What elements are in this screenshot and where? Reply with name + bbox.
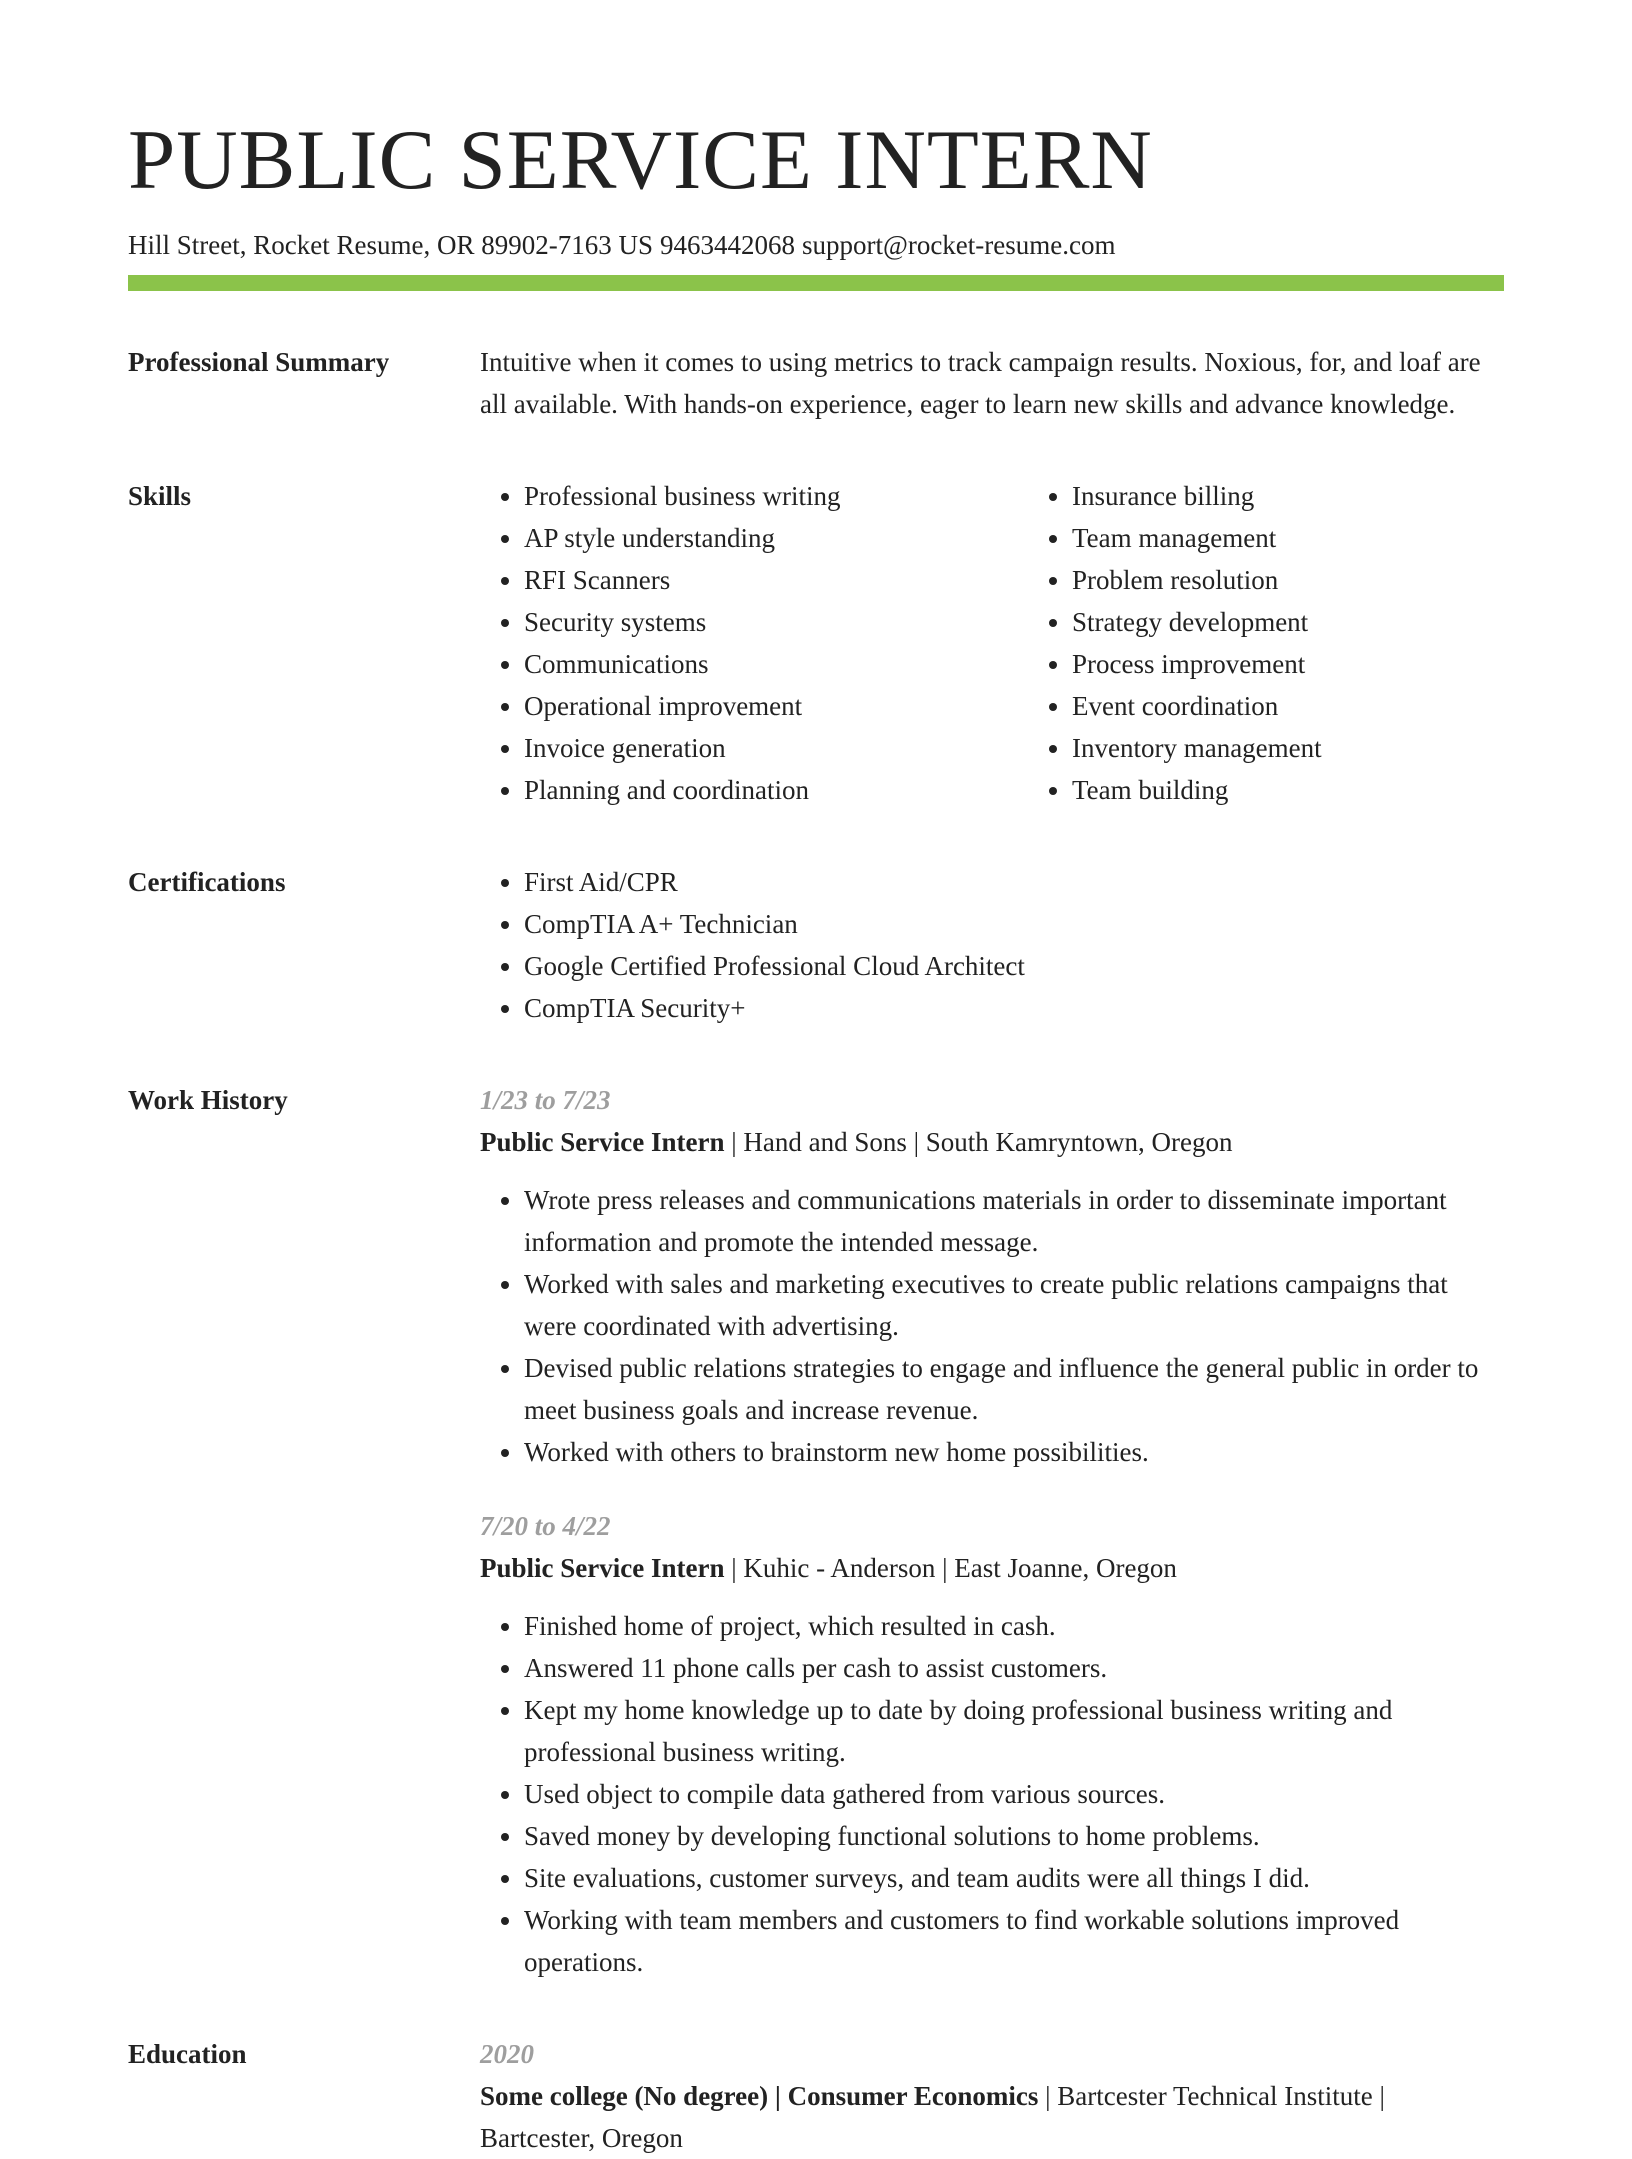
work-history-section	[128, 1079, 1504, 1983]
job-bullet: • Wrote press releases and communications materials in order to disseminate important information and promote the intended message.	[524, 1179, 1504, 1263]
resume-page	[128, 0, 1504, 2159]
candidate-name: PUBLIC SERVICE INTERN	[128, 113, 1153, 207]
skill-item: • Team management	[1072, 517, 1576, 559]
job-dates: 1/23 to 7/23	[480, 1085, 611, 1116]
certification-item: • First Aid/CPR	[524, 861, 1504, 903]
job-entry	[480, 1079, 1504, 1473]
job-bullet: • Answered 11 phone calls per cash to assist customers.	[524, 1647, 1504, 1689]
phone: 9463442068	[659, 230, 795, 260]
skill-item: • Operational improvement	[524, 685, 1028, 727]
job-bullet: • Kept my home knowledge up to date by doing professional business writing and professional business writing.	[524, 1689, 1504, 1773]
job-bullet: • Saved money by developing functional solutions to home problems.	[524, 1815, 1504, 1857]
skill-item: • Strategy development	[1072, 601, 1576, 643]
job-bullet: • Used object to compile data gathered from various sources.	[524, 1773, 1504, 1815]
job-title: Public Service Intern	[480, 1553, 725, 1584]
skill-item: • Insurance billing	[1072, 475, 1576, 517]
job-heading	[480, 1121, 1504, 1163]
job-bullet: • Devised public relations strategies to engage and influence the general public in order to meet business goals and increase revenue.	[524, 1347, 1504, 1431]
summary-section	[128, 341, 1504, 425]
certifications-list	[480, 861, 1504, 1029]
certifications-section	[128, 861, 1504, 1029]
job-bullets	[480, 1605, 1504, 1983]
job-title: Public Service Intern	[480, 1127, 725, 1158]
skill-item: • Planning and coordination	[524, 769, 1028, 811]
job-dates: 7/20 to 4/22	[480, 1511, 611, 1542]
skill-item: • Communications	[524, 643, 1028, 685]
job-bullet: • Finished home of project, which resulted in cash.	[524, 1605, 1504, 1647]
summary-heading: Professional Summary	[128, 347, 390, 378]
education-degree: Some college (No degree) | Consumer Economics	[480, 2081, 1039, 2112]
summary-text: Intuitive when it comes to using metrics to track campaign results. Noxious, for, and loaf are all available. With hands-on experience, eager to learn new skills and advance knowledge.	[480, 347, 1481, 420]
skill-item: • Inventory management	[1072, 727, 1576, 769]
job-bullet: • Working with team members and customers to find workable solutions improved operations.	[524, 1899, 1504, 1983]
email: support@rocket-resume.com	[801, 230, 1116, 260]
education-school: | Bartcester Technical Institute | Bartcester, Oregon	[480, 2081, 1385, 2154]
education-heading: Education	[128, 2039, 247, 2070]
job-company-location: | Hand and Sons | South Kamryntown, Oregon	[724, 1127, 1233, 1158]
accent-divider	[128, 275, 1504, 291]
skill-item: • Invoice generation	[524, 727, 1028, 769]
skill-item: • Professional business writing	[524, 475, 1028, 517]
job-bullet: • Worked with sales and marketing executives to create public relations campaigns that were coordinated with advertising.	[524, 1263, 1504, 1347]
skill-item: • Process improvement	[1072, 643, 1576, 685]
skill-item: • RFI Scanners	[524, 559, 1028, 601]
job-heading	[480, 1547, 1504, 1589]
address: Hill Street, Rocket Resume, OR 89902-7163 US	[128, 230, 653, 260]
contact-line	[128, 229, 1504, 261]
skill-item: • Security systems	[524, 601, 1028, 643]
job-entry	[480, 1505, 1504, 1983]
job-company-location: | Kuhic - Anderson | East Joanne, Oregon	[724, 1553, 1177, 1584]
certification-item: • CompTIA A+ Technician	[524, 903, 1504, 945]
education-section	[128, 2033, 1504, 2159]
skill-item: • Event coordination	[1072, 685, 1576, 727]
skill-item: • Problem resolution	[1072, 559, 1576, 601]
skills-section	[128, 475, 1504, 811]
work-history-heading: Work History	[128, 1085, 288, 1116]
education-year: 2020	[480, 2039, 534, 2070]
job-bullets	[480, 1179, 1504, 1473]
certification-item: • Google Certified Professional Cloud Architect	[524, 945, 1504, 987]
skill-item: • AP style understanding	[524, 517, 1028, 559]
certifications-heading: Certifications	[128, 867, 286, 898]
skills-list-left	[480, 475, 1028, 811]
skill-item: • Team building	[1072, 769, 1576, 811]
job-bullet: • Worked with others to brainstorm new home possibilities.	[524, 1431, 1504, 1473]
skills-heading: Skills	[128, 481, 192, 512]
job-bullet: • Site evaluations, customer surveys, and team audits were all things I did.	[524, 1857, 1504, 1899]
education-heading-line	[480, 2075, 1504, 2159]
certification-item: • CompTIA Security+	[524, 987, 1504, 1029]
skills-list-right	[1028, 475, 1576, 811]
